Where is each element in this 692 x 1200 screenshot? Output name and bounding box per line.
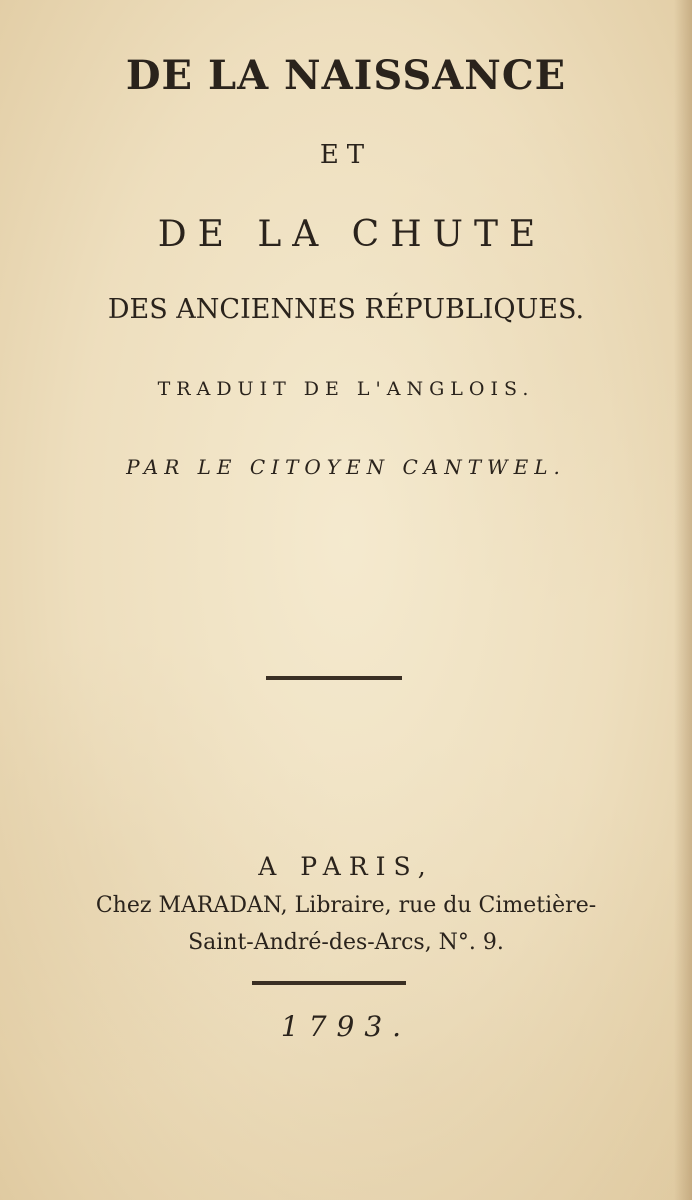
translation-note: TRADUIT DE L'ANGLOIS.	[157, 378, 535, 400]
title-line-3: DES ANCIENNES RÉPUBLIQUES.	[107, 294, 585, 325]
title-conjunction: ET	[319, 140, 373, 170]
imprint-city: A PARIS,	[258, 852, 434, 881]
author-line: PAR LE CITOYEN CANTWEL.	[126, 455, 566, 479]
title-line-1: DE LA NAISSANCE	[125, 52, 567, 99]
imprint-address: Saint-André-des-Arcs, N°. 9.	[188, 930, 504, 955]
imprint-year: 1793.	[280, 1010, 412, 1043]
title-line-2: DE LA CHUTE	[157, 214, 547, 255]
imprint-publisher: Chez MARADAN, Libraire, rue du Cimetière-	[95, 893, 597, 918]
ornamental-rule-bottom	[252, 981, 406, 985]
ornamental-rule-top	[266, 676, 402, 680]
